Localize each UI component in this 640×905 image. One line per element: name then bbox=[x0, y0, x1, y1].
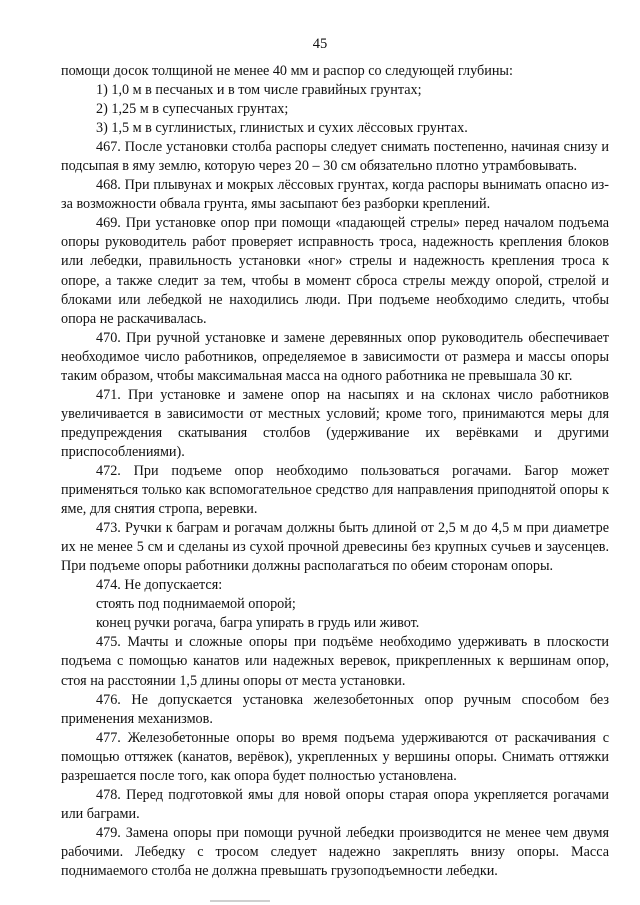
scan-artifact bbox=[210, 900, 270, 902]
paragraph: 479. Замена опоры при помощи ручной лебедки производится не менее чем двумя рабочими. Лебедку с тросом следует надежно закреплять внизу опоры. Масса поднимаемого столба не должна превышать грузоподъемности лебедки. bbox=[61, 824, 609, 879]
paragraph: конец ручки рогача, багра упирать в грудь или живот. bbox=[96, 615, 420, 632]
list-item: 2) 1,25 м в супесчаных грунтах; bbox=[96, 101, 289, 118]
paragraph: 475. Мачты и сложные опоры при подъёме необходимо удерживать в плоскости подъема с помощью канатов или надежных веревок, прикрепленных к вершинам опор, стоя на расстоянии 1,5 длины опоры от места установки. bbox=[61, 634, 609, 689]
paragraph: помощи досок толщиной не менее 40 мм и распор со следующей глубины: bbox=[61, 63, 513, 79]
paragraph: 477. Железобетонные опоры во время подъема удерживаются от раскачивания с помощью оттяжек (канатов, верёвок), укрепленных у вершины опоры. Снимать оттяжки разрешается после того, как опора будет полностью установлена. bbox=[61, 729, 609, 784]
paragraph: 478. Перед подготовкой ямы для новой опоры старая опора укрепляется рогачами или баграми. bbox=[61, 786, 609, 822]
paragraph: 474. Не допускается: bbox=[96, 577, 223, 594]
list-item: 1) 1,0 м в песчаных и в том числе гравийных грунтах; bbox=[96, 82, 422, 99]
paragraph: 470. При ручной установке и замене деревянных опор руководитель обеспечивает необходимое число работников, определяемое в зависимости от размера и массы опоры таким образом, чтобы максимальная масса на одного работника не превышала 30 кг. bbox=[61, 329, 609, 384]
paragraph: 476. Не допускается установка железобетонных опор ручным способом без применения механизмов. bbox=[61, 691, 609, 727]
paragraph: 469. При установке опор при помощи «падающей стрелы» перед началом подъема опоры руководитель работ проверяет исправность троса, надежность крепления блоков или лебедки, правильность установки «ног» стрелы и надежность крепления троса к опоре, а также следит за тем, чтобы в момент сброса стрелы между опорой, стрелой и блоками или лебедкой не находились люди. При подъеме необходимо следить, чтобы опора не раскачивалась. bbox=[61, 215, 609, 327]
paragraph: 467. После установки столба распоры следует снимать постепенно, начиная снизу и подсыпая в яму землю, которую через 20 – 30 см обязательно плотно утрамбовывать. bbox=[61, 139, 609, 175]
paragraph: 468. При плывунах и мокрых лёссовых грунтах, когда распоры вынимать опасно из-за возможности обвала грунта, ямы засыпают без разборки креплений. bbox=[61, 177, 609, 213]
list-item: 3) 1,5 м в суглинистых, глинистых и сухих лёссовых грунтах. bbox=[96, 120, 468, 137]
document-body bbox=[61, 62, 609, 881]
paragraph: стоять под поднимаемой опорой; bbox=[96, 596, 296, 613]
paragraph: 473. Ручки к баграм и рогачам должны быть длиной от 2,5 м до 4,5 м при диаметре их не менее 5 см и сделаны из сухой прочной древесины без крупных сучьев и заусенцев. При подъеме опоры работники должны располагаться по обеим сторонам опоры. bbox=[61, 520, 609, 575]
paragraph: 471. При установке и замене опор на насыпях и на склонах число работников увеличивается в зависимости от местных условий; кроме того, принимаются меры для предупреждения скатывания столбов (удерживание их верёвками и другими приспособлениями). bbox=[61, 386, 609, 460]
page-number: 45 bbox=[312, 36, 328, 52]
paragraph: 472. При подъеме опор необходимо пользоваться рогачами. Багор может применяться только как вспомогательное средство для направления приподнятой опоры к яме, для снятия стропа, веревки. bbox=[61, 462, 609, 518]
